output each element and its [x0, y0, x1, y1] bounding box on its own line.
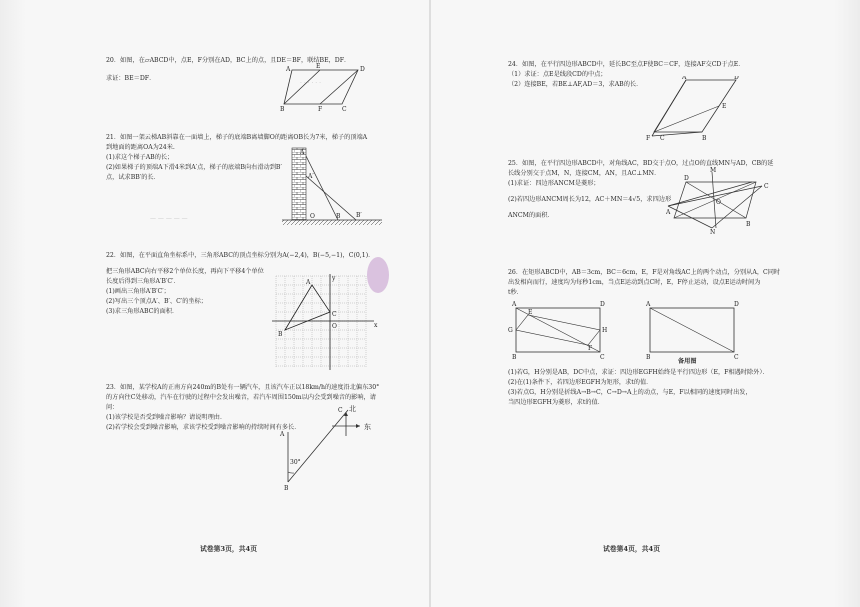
q21-line5: 点，试求BB′的长．	[106, 174, 160, 181]
q26-label-b: B	[512, 354, 517, 360]
q22-label-c: C	[332, 311, 337, 318]
question-26	[508, 268, 780, 298]
q26-label-a: A	[512, 301, 517, 308]
page-fold	[429, 0, 431, 607]
q23-line1: 23．如图，某学校A的正南方向240m的B处有一辆汽车，且该汽车正以18km/h的速度沿北偏东30°	[106, 384, 380, 391]
q26-line1: 26．在矩形ABCD中，AB＝3cm，BC＝6cm，E，F是对角线AC上的两个动点，分别从A，C同时	[508, 269, 781, 276]
q25-line4: (2)若四边形ANCM周长为12，AC＋MN＝4√5，求四边形	[508, 196, 672, 203]
q23-figure	[276, 402, 396, 492]
q22-line2: 把三角形ABC向右平移2个单位长度，再向下平移4个单位	[106, 268, 264, 275]
q21-line2: 到地面的距离OA为24米.	[106, 144, 175, 151]
q24-label-f: F	[646, 135, 651, 142]
q23-angle-label: 30°	[290, 459, 301, 466]
q22-label-x: x	[374, 322, 378, 329]
q26-line3: t秒．	[508, 289, 523, 296]
q26-line7: 当四边形EGFH为菱形，求t的值．	[508, 399, 604, 406]
q23-label-east: 东	[364, 423, 371, 431]
q26-spare-label-d: D	[734, 301, 739, 308]
q25-label-o: O	[716, 199, 721, 206]
q23-label-north: 北	[349, 405, 356, 413]
q26-caption: 备用图	[678, 358, 697, 365]
q25-label-c: C	[764, 183, 769, 190]
q21-figure	[282, 142, 382, 232]
q26-label-f: F	[588, 345, 593, 352]
q26-label-e: E	[528, 309, 533, 316]
q24-label-e: E	[722, 103, 727, 110]
q24-label-b: B	[702, 135, 707, 142]
bleed-through: · · · · · ·	[300, 80, 321, 87]
q20-figure	[280, 62, 370, 112]
q23-label-c: C	[338, 407, 343, 414]
q20-label-c: C	[342, 106, 347, 112]
q24-label-d: D	[734, 76, 739, 81]
q26-spare-label-a: A	[646, 301, 651, 308]
q22-line5: (2)写出三个顶点A′、B′、C′的坐标；	[106, 298, 207, 305]
q22-line4: (1)画出三角形A′B′C′；	[106, 288, 170, 295]
q26-spare-label-b: B	[646, 354, 651, 360]
q20-line1: 20．如图，在▱ABCD中，点E，F分别在AD，BC上的点，且DE＝BF，联结BE，DF．	[106, 57, 351, 64]
q25-line5: ANCM的面积．	[508, 212, 554, 219]
q24-line1: 24．如图，在平行四边形ABCD中，延长BC至点F使BC＝CF，连接AF交CD于点E．	[508, 61, 745, 68]
q24-label-c: C	[660, 135, 665, 142]
q22-line3: 长度后得到三角形A′B′C′．	[106, 278, 180, 285]
q25-figure	[666, 166, 776, 234]
q26-label-d: D	[600, 301, 605, 308]
q23-line3: 问：	[106, 404, 119, 411]
q25-label-b: B	[746, 221, 751, 228]
q21-label-b: B	[336, 213, 341, 220]
q20-label-f: F	[318, 106, 323, 112]
q22-figure	[270, 272, 380, 372]
q21-line4: (2)如果梯子的顶端A下滑4米到A′点，梯子的底端B向右滑动到B′	[106, 164, 282, 171]
q22-label-b: B	[278, 331, 283, 338]
q21-line1: 21．如图一架云梯AB斜靠在一面墙上，梯子的底端B离墙脚O的距离OB长为7米，梯子的顶端A	[106, 134, 368, 141]
q21-line3: (1)求这个梯子AB的长；	[106, 154, 174, 161]
q23-line4: (1)该学校是否受到噪音影响？请说明理由．	[106, 414, 227, 421]
q20-label-a: A	[286, 66, 291, 73]
q26-line2: 出发相向而行，速度均为每秒1cm，当点E运动到点C时，E，F停止运动，设点E运动时间为	[508, 279, 761, 286]
q24-figure	[646, 76, 742, 142]
q25-line2: 长线分别交于点M，N，连接CM，AN，且AC⊥MN．	[508, 170, 661, 177]
q22-label-o: O	[332, 323, 337, 330]
q22-line1: 22．如图，在平面直角坐标系中，三角形ABC的顶点坐标分别为A(−2,4)，B(−5,−1)，C(0,1)．	[106, 252, 375, 259]
q25-label-a: A	[666, 209, 671, 216]
q20-label-e: E	[316, 63, 321, 70]
q26-line6: (3)若点G，H分别是折线A→B→C，C→D→A上的动点，与E，F以相同的速度同时出发，	[508, 389, 752, 396]
q25-line3: (1)求证：四边形ANCM是菱形；	[508, 180, 600, 187]
q26-label-h: H	[602, 327, 608, 334]
question-26-parts	[508, 368, 769, 408]
bleed-through: — — — — —	[150, 215, 188, 222]
q23-label-b: B	[284, 485, 289, 492]
q22-line6: (3)求三角形ABC的面积．	[106, 308, 179, 315]
q26-spare-label-c: C	[734, 354, 739, 360]
page-footer-right: 试卷第4页，共4页	[603, 545, 661, 553]
q26-figure-main	[508, 300, 608, 360]
q25-line1: 25．如图，在平行四边形ABCD中，对角线AC，BD交于点O，过点O的直线MN与AD，CB的延	[508, 160, 774, 167]
q25-label-d: D	[684, 175, 689, 182]
q23-line2: 的方向往C处移动，汽车在行驶的过程中会发出噪音，若汽车周围150m以内会受到噪音的影响，请	[106, 394, 376, 401]
q23-label-a: A	[280, 431, 285, 438]
q26-label-c: C	[600, 354, 605, 360]
q26-label-g: G	[508, 327, 513, 334]
q21-label-a: A	[300, 149, 305, 156]
q26-line5: (2)在(1)条件下，若四边形EGFH为矩形，求t的值．	[508, 379, 653, 386]
page-footer-left: 试卷第3页，共4页	[200, 545, 258, 553]
q21-label-b-prime: B′	[356, 212, 362, 219]
q22-label-a: A	[306, 279, 311, 286]
q26-figure-spare	[642, 300, 742, 360]
q23-line5: (2)若学校会受到噪音影响，求该学校受到噪音影响的持续时间有多长．	[106, 424, 301, 431]
q24-label-a: A	[682, 76, 687, 81]
q24-line3: （2）连接BE，若BE⊥AF,AD＝3，求AB的长．	[508, 81, 643, 88]
q25-label-m: M	[710, 167, 717, 174]
q21-label-o: O	[310, 213, 315, 220]
q26-line4: (1)若G，H分别是AB，DC中点，求证：四边形EGFH始终是平行四边形（E，F相遇时除外）．	[508, 369, 769, 376]
q20-line2: 求证：BE＝DF．	[106, 75, 156, 82]
q21-label-a-prime: A′	[308, 173, 314, 180]
q24-line2: （1）求证：点E是线段CD的中点；	[508, 71, 607, 78]
q20-label-d: D	[360, 66, 365, 73]
q22-label-y: y	[332, 275, 336, 282]
q20-label-b: B	[280, 106, 285, 112]
q25-label-n: N	[710, 229, 716, 234]
